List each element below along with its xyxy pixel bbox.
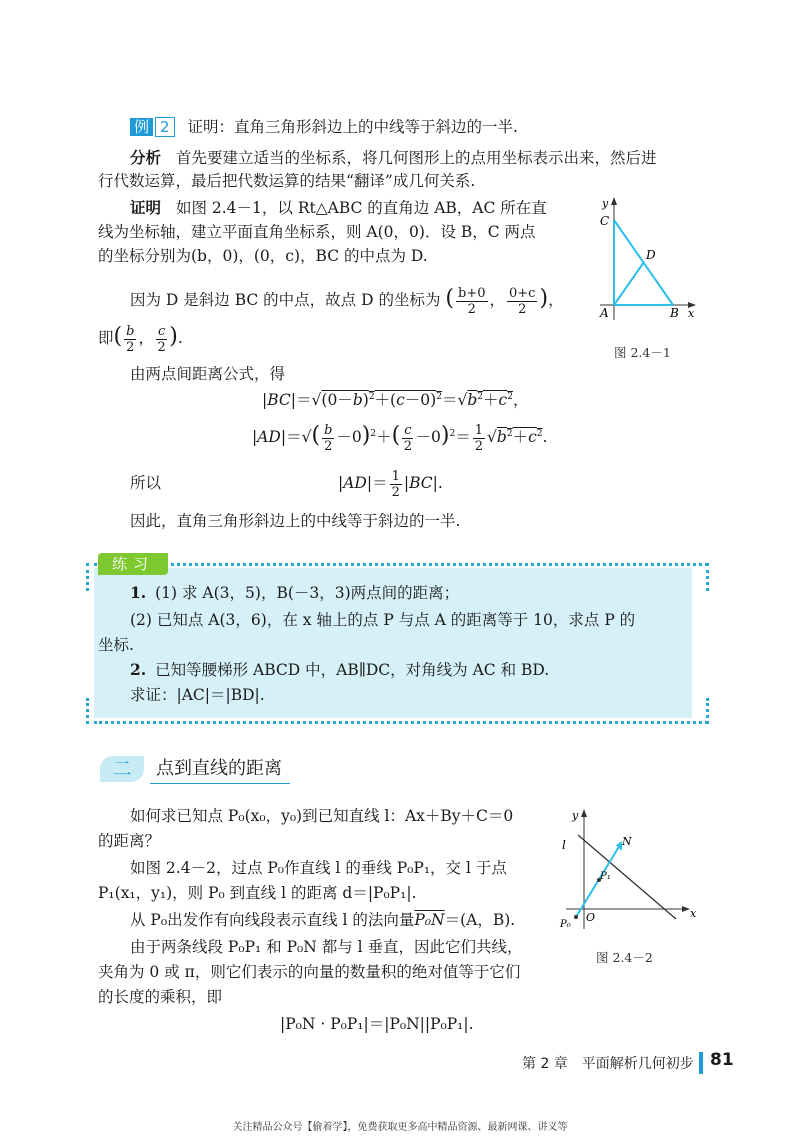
midpoint-expression: ( bbox=[445, 286, 454, 311]
page-number: 81 bbox=[710, 1050, 734, 1070]
analysis-line-2: 行代数运算，最后把代数运算的结果“翻译”成几何关系. bbox=[98, 172, 476, 190]
fig2-label-o: O bbox=[586, 911, 596, 924]
fraction-c2: $\frac{c}{2}$ bbox=[157, 323, 166, 355]
exercise-q1-b: (2) 已知点 A(3，6)，在 x 轴上的点 P 与点 A 的距离等于 10，求点 P 的 bbox=[130, 611, 636, 629]
fig2-label-p1: P₁ bbox=[600, 871, 611, 882]
section-title: 点到直线的距离 bbox=[156, 758, 282, 779]
exercise-tag: 练习 bbox=[98, 553, 168, 575]
footer-chapter: 第 2 章 平面解析几何初步 bbox=[522, 1056, 694, 1072]
exercise-q2-number: 2. bbox=[130, 660, 147, 679]
fig2-label-p0: P₀ bbox=[560, 919, 571, 930]
proof-text-1: 如图 2.4－1，以 Rt△ABC 的直角边 AB，AC 所在直 bbox=[175, 199, 547, 217]
fig1-median-ad bbox=[614, 262, 644, 305]
body2-line-1: 如何求已知点 P₀(x₀，y₀)到已知直线 l：Ax＋By＋C＝0 bbox=[130, 807, 514, 825]
fig1-label-c: C bbox=[600, 214, 610, 228]
fig2-y-arrow bbox=[581, 809, 587, 817]
fig2-label-l: l bbox=[562, 838, 566, 852]
exercise-q1-number: 1. bbox=[130, 583, 147, 602]
exercise-left-border-top bbox=[86, 563, 89, 591]
formula-ad-bc: |AD|＝ $\frac{1}{2}$ |BC|. bbox=[338, 468, 443, 500]
proof-label: 证明 bbox=[130, 198, 162, 217]
proof-text-4: 因为 D 是斜边 BC 的中点，故点 D 的坐标为 bbox=[130, 291, 441, 309]
formula-bc: $|BC|=√(0-b)^2+(c-0)^2=√b^2+c^2$， bbox=[262, 391, 529, 410]
figure2-caption: 图 2.4－2 bbox=[596, 950, 653, 965]
exercise-q1-a-text: (1) 求 A(3，5)，B(－3，3)两点间的距离； bbox=[155, 584, 460, 602]
analysis-text-1: 首先要建立适当的坐标系，将几何图形上的点用坐标表示出来，然后进 bbox=[175, 149, 657, 167]
exercise-right-border-top bbox=[706, 563, 709, 591]
body2-line-8: 的长度的乘积，即 bbox=[98, 988, 223, 1006]
bottom-note: 关注精品公众号【偷着学】，免费获取更多高中精品资源、最新网课、讲义等 bbox=[232, 1122, 568, 1133]
proof-line-4: 因为 D 是斜边 BC 的中点，故点 D 的坐标为 ( $\frac{b+0}{2}$ ， $\frac{0+c}{2}$ )， bbox=[130, 285, 564, 317]
conclusion: 因此，直角三角形斜边上的中线等于斜边的一半. bbox=[130, 512, 461, 530]
body2-line-5a: 从 P₀出发作有向线段表示直线 l 的法向量 bbox=[130, 911, 415, 929]
body2-line-7: 夹角为 0 或 π，则它们表示的向量的数量积的绝对值等于它们 bbox=[98, 963, 521, 981]
proof-line-3: 的坐标分别为(b，0)，(0，c)，BC 的中点为 D. bbox=[98, 247, 428, 265]
body2-line-5c: ＝(A，B). bbox=[444, 911, 516, 929]
proof-line-1 bbox=[130, 197, 547, 219]
fig1-label-a: A bbox=[600, 306, 609, 320]
example-heading bbox=[130, 116, 518, 138]
exercise-q2-a bbox=[130, 659, 549, 681]
exercise-left-border-bottom bbox=[86, 698, 89, 724]
exercise-q2-b: 求证：|AC|＝|BD|. bbox=[130, 686, 265, 704]
analysis-line-1 bbox=[130, 147, 656, 169]
analysis-label: 分析 bbox=[130, 148, 162, 167]
body2-line-6: 由于两条线段 P₀P₁ 和 P₀N 都与 l 垂直，因此它们共线， bbox=[130, 938, 523, 956]
exercise-right-border-bottom bbox=[706, 698, 709, 724]
fraction-0c: $\frac{0+c}{2}$ bbox=[509, 285, 536, 317]
so-label: 所以 bbox=[130, 474, 162, 492]
figure1-caption: 图 2.4－1 bbox=[614, 345, 671, 360]
example-number: 2 bbox=[155, 117, 175, 137]
fig1-label-y: y bbox=[602, 197, 609, 210]
fig2-label-y: y bbox=[572, 809, 579, 822]
exercise-q1-b2: 坐标. bbox=[98, 636, 134, 654]
body2-vector-p0n: P₀N bbox=[414, 911, 445, 929]
exercise-q1-a bbox=[130, 582, 459, 604]
figure-2-4-1 bbox=[590, 195, 710, 325]
fraction-b2: $\frac{b}{2}$ bbox=[126, 323, 135, 355]
proof-line-5: 即( $\frac{b}{2}$ ， $\frac{c}{2}$ ). bbox=[98, 323, 183, 355]
section-underline bbox=[150, 783, 290, 784]
proof-line-2: 线为坐标轴，建立平面直角坐标系，则 A(0，0)．设 B，C 两点 bbox=[98, 223, 536, 241]
exercise-top-border bbox=[94, 563, 708, 566]
proof-text-5: 即 bbox=[98, 329, 114, 347]
example-statement: 证明：直角三角形斜边上的中线等于斜边的一半. bbox=[187, 118, 518, 136]
figure-2-4-2 bbox=[556, 805, 706, 933]
fig1-label-b: B bbox=[670, 306, 679, 320]
example-tag: 例 bbox=[130, 118, 153, 136]
fraction-b0: $\frac{b+0}{2}$ bbox=[458, 285, 486, 317]
body2-line-3: 如图 2.4－2，过点 P₀作直线 l 的垂线 P₀P₁，交 l 于点 bbox=[130, 859, 507, 877]
footer-bar bbox=[699, 1052, 703, 1074]
fig2-label-x: x bbox=[690, 907, 697, 920]
body2-line-5 bbox=[130, 909, 515, 931]
body2-formula: |P₀N · P₀P₁|＝|P₀N||P₀P₁|. bbox=[280, 1015, 474, 1033]
fig2-label-n: N bbox=[622, 835, 632, 848]
section-number-badge: 二 bbox=[100, 756, 144, 782]
proof-line-6: 由两点间距离公式，得 bbox=[130, 365, 286, 383]
body2-line-4: P₁(x₁，y₁)，则 P₀ 到直线 l 的距离 d＝|P₀P₁|. bbox=[98, 884, 417, 902]
fig1-y-arrow bbox=[611, 197, 617, 205]
fig1-label-d: D bbox=[646, 248, 656, 262]
exercise-bottom-border bbox=[94, 721, 708, 724]
fig2-point-p0 bbox=[574, 915, 578, 919]
fig2-x-arrow bbox=[682, 906, 690, 912]
exercise-q2-a-text: 已知等腰梯形 ABCD 中，AB∥DC，对角线为 AC 和 BD. bbox=[155, 661, 550, 679]
fig1-label-x: x bbox=[688, 307, 695, 320]
formula-ad: |AD|＝√( $\frac{b}{2}$ －0)$^2$＋( $\frac{c}{2}$ －0)$^2$＝ $\frac{1}{2}$ $√b^2+c^2$. bbox=[252, 422, 548, 454]
body2-line-2: 的距离？ bbox=[98, 832, 161, 850]
